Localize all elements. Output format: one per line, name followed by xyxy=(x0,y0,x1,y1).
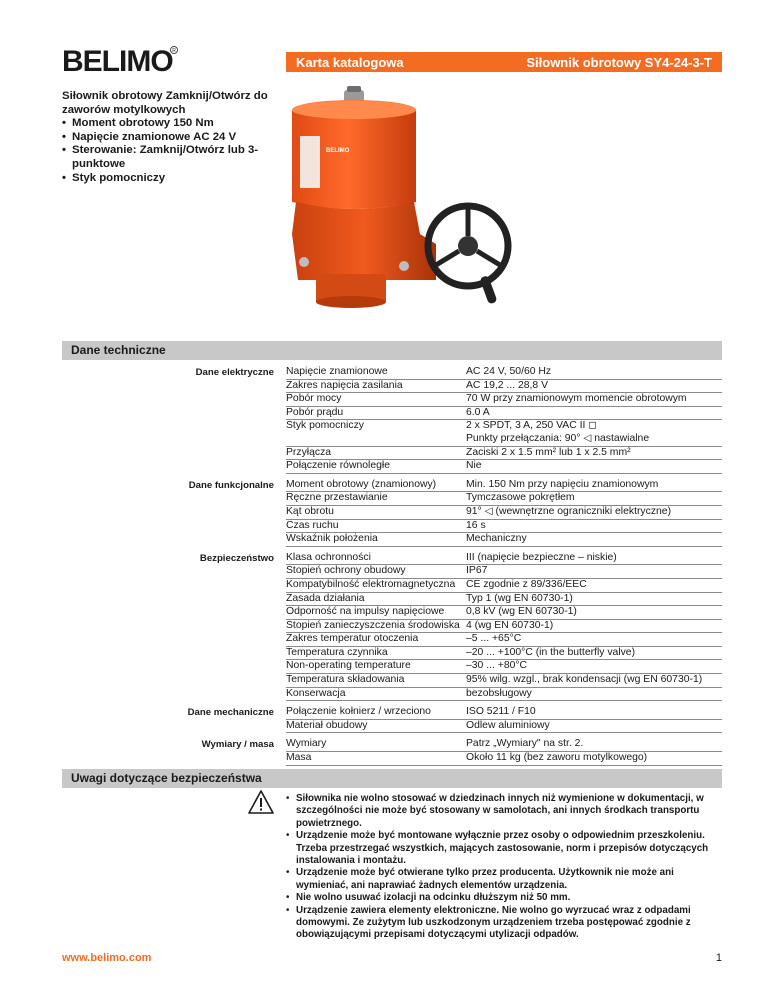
row-value: ISO 5211 / F10 xyxy=(466,706,536,718)
table-row xyxy=(286,393,722,407)
row-value: 0,8 kV (wg EN 60730-1) xyxy=(466,606,577,618)
group-label: Bezpieczeństwo xyxy=(199,552,274,564)
table-row xyxy=(286,620,722,634)
safety-item: • Urządzenie zawiera elementy elektroniczne. Nie wolno go wyrzucać wraz z odpadami domowymi. Ze zużytym lub uszkodzonym urządzeniem trzeba postępować zgodnie z obowiązującymi przepisami dotyczącymi utylizacji odpadów. xyxy=(286,905,722,942)
table-row xyxy=(286,366,722,380)
row-value: 2 x SPDT, 3 A, 250 VAC II ◻ xyxy=(466,420,597,432)
safety-item: • Urządzenie może być otwierane tylko przez producenta. Użytkownik nie może ani wymieniać, ani naprawiać żadnych elementów urządzenia. xyxy=(286,867,722,892)
row-key: Kompatybilność elektromagnetyczna xyxy=(286,578,456,590)
product-brand-label: BELIMO xyxy=(326,148,350,154)
table-row xyxy=(286,520,722,534)
intro-summary xyxy=(62,90,282,185)
product-image xyxy=(286,84,536,324)
product-title: Siłownik obrotowy SY4-24-3-T xyxy=(526,54,712,70)
table-row xyxy=(286,447,722,461)
table-row xyxy=(286,706,722,720)
row-key: Pobór prądu xyxy=(286,406,344,418)
table-row xyxy=(286,593,722,607)
intro-lead: Siłownik obrotowy Zamknij/Otwórz do zaworów motylkowych xyxy=(62,90,268,116)
row-key: Czas ruchu xyxy=(286,519,339,531)
row-key: Odporność na impulsy napięciowe xyxy=(286,606,445,618)
row-value: IP67 xyxy=(466,565,488,577)
row-value: CE zgodnie z 89/336/EEC xyxy=(466,578,587,590)
row-key: Temperatura czynnika xyxy=(286,646,388,658)
row-value: Patrz „Wymiary" na str. 2. xyxy=(466,738,584,750)
tech-group xyxy=(62,706,722,733)
table-row xyxy=(286,479,722,493)
row-key: Kąt obrotu xyxy=(286,505,334,517)
row-value: Odlew aluminiowy xyxy=(466,719,550,731)
table-row xyxy=(286,552,722,566)
row-key: Klasa ochronności xyxy=(286,551,371,563)
table-row xyxy=(286,674,722,688)
feature-item: • Napięcie znamionowe AC 24 V xyxy=(62,131,282,145)
safety-item: • Siłownika nie wolno stosować w dziedzinach innych niż wymienione w dokumentacji, w szczególności nie może być stosowany w samolotach, ani innych środkach transportu powietrznego. xyxy=(286,793,722,830)
row-key: Zakres temperatur otoczenia xyxy=(286,633,419,645)
tech-group xyxy=(62,366,722,474)
row-key: Zakres napięcia zasilania xyxy=(286,379,403,391)
row-value: Min. 150 Nm przy napięciu znamionowym xyxy=(466,478,659,490)
feature-item: • Moment obrotowy 150 Nm xyxy=(62,117,282,131)
row-value: Zaciski 2 x 1.5 mm² lub 1 x 2.5 mm² xyxy=(466,446,631,458)
row-key: Stopień zanieczyszczenia środowiska xyxy=(286,619,460,631)
group-label: Dane funkcjonalne xyxy=(188,479,274,491)
row-value: Nie xyxy=(466,460,482,472)
row-key: Zasada działania xyxy=(286,592,365,604)
section-safety: Uwagi dotyczące bezpieczeństwa xyxy=(62,769,722,788)
feature-list xyxy=(62,117,282,185)
row-value: –30 ... +80°C xyxy=(466,660,528,672)
row-key: Ręczne przestawianie xyxy=(286,492,388,504)
row-value: AC 19,2 ... 28,8 V xyxy=(466,379,549,391)
table-row xyxy=(286,407,722,421)
row-key: Konserwacja xyxy=(286,687,346,699)
row-value: Punkty przełączania: 90° ◁ nastawialne xyxy=(466,432,650,444)
safety-notes xyxy=(286,793,722,942)
table-row xyxy=(286,606,722,620)
row-value: Typ 1 (wg EN 60730-1) xyxy=(466,592,573,604)
table-row xyxy=(286,565,722,579)
safety-item: • Nie wolno usuwać izolacji na odcinku dłuższym niż 50 mm. xyxy=(286,892,722,904)
table-row xyxy=(286,660,722,674)
row-key: Połączenie kołnierz / wrzeciono xyxy=(286,706,431,718)
group-label: Wymiary / masa xyxy=(201,739,274,751)
group-label: Dane elektryczne xyxy=(195,367,274,378)
doc-type-label: Karta katalogowa xyxy=(296,54,404,70)
svg-text:R: R xyxy=(172,48,176,54)
row-value: 91° ◁ (wewnętrzne ograniczniki elektryczne) xyxy=(466,505,672,517)
row-value: 4 (wg EN 60730-1) xyxy=(466,619,554,631)
table-row xyxy=(286,492,722,506)
row-key: Masa xyxy=(286,752,312,764)
warning-triangle-icon xyxy=(248,790,274,814)
row-key: Stopień ochrony obudowy xyxy=(286,565,406,577)
row-key: Wymiary xyxy=(286,738,327,750)
tech-data-table xyxy=(62,360,722,766)
row-value: III (napięcie bezpieczne – niskie) xyxy=(466,551,617,563)
row-value: bezobsługowy xyxy=(466,687,532,699)
row-value: Około 11 kg (bez zaworu motylkowego) xyxy=(466,752,648,764)
table-row xyxy=(286,633,722,647)
feature-item: • Sterowanie: Zamknij/Otwórz lub 3-punktowe xyxy=(62,144,282,171)
safety-item: • Urządzenie może być montowane wyłącznie przez osoby o odpowiednim przeszkoleniu. Trzeba przestrzegać wszystkich, mających zastosowanie, norm i przepisów dotyczących instalowania i montażu. xyxy=(286,830,722,867)
tech-group xyxy=(62,479,722,547)
table-row xyxy=(286,420,722,446)
table-row xyxy=(286,533,722,547)
table-row xyxy=(286,380,722,394)
page-number: 1 xyxy=(715,952,722,964)
row-value: Tymczasowe pokrętłem xyxy=(466,492,575,504)
row-value: 6.0 A xyxy=(466,406,490,418)
row-value: 70 W przy znamionowym momencie obrotowym xyxy=(466,393,687,405)
header-bar xyxy=(286,52,722,72)
row-value: 95% wilg. wzgl., brak kondensacji (wg EN 60730-1) xyxy=(466,674,703,686)
row-key: Styk pomocniczy xyxy=(286,420,364,432)
svg-text:BELIMO: BELIMO xyxy=(62,45,173,76)
row-value: Mechaniczny xyxy=(466,533,527,545)
website-link[interactable]: www.belimo.com xyxy=(62,952,152,964)
feature-item: • Styk pomocniczy xyxy=(62,172,282,186)
tech-group xyxy=(62,552,722,702)
row-key: Materiał obudowy xyxy=(286,719,368,731)
row-value: –20 ... +100°C (in the butterfly valve) xyxy=(466,646,636,658)
table-row xyxy=(286,579,722,593)
group-label: Dane mechaniczne xyxy=(187,707,274,719)
table-row xyxy=(286,506,722,520)
belimo-logo xyxy=(62,44,180,76)
row-key: Przyłącza xyxy=(286,446,332,458)
row-key: Non-operating temperature xyxy=(286,660,411,672)
row-key: Pobór mocy xyxy=(286,393,342,405)
table-row xyxy=(286,460,722,474)
tech-group xyxy=(62,738,722,765)
row-value: AC 24 V, 50/60 Hz xyxy=(466,366,552,377)
row-value: 16 s xyxy=(466,519,486,531)
table-row xyxy=(286,720,722,734)
row-key: Temperatura składowania xyxy=(286,674,405,686)
row-key: Wskaźnik położenia xyxy=(286,533,378,545)
table-row xyxy=(286,688,722,702)
row-key: Moment obrotowy (znamionowy) xyxy=(286,478,437,490)
row-value: –5 ... +65°C xyxy=(466,633,522,645)
table-row xyxy=(286,647,722,661)
section-tech-data: Dane techniczne xyxy=(62,341,722,360)
table-row xyxy=(286,752,722,766)
table-row xyxy=(286,738,722,752)
row-key: Napięcie znamionowe xyxy=(286,366,388,377)
row-key: Połączenie równoległe xyxy=(286,460,390,472)
